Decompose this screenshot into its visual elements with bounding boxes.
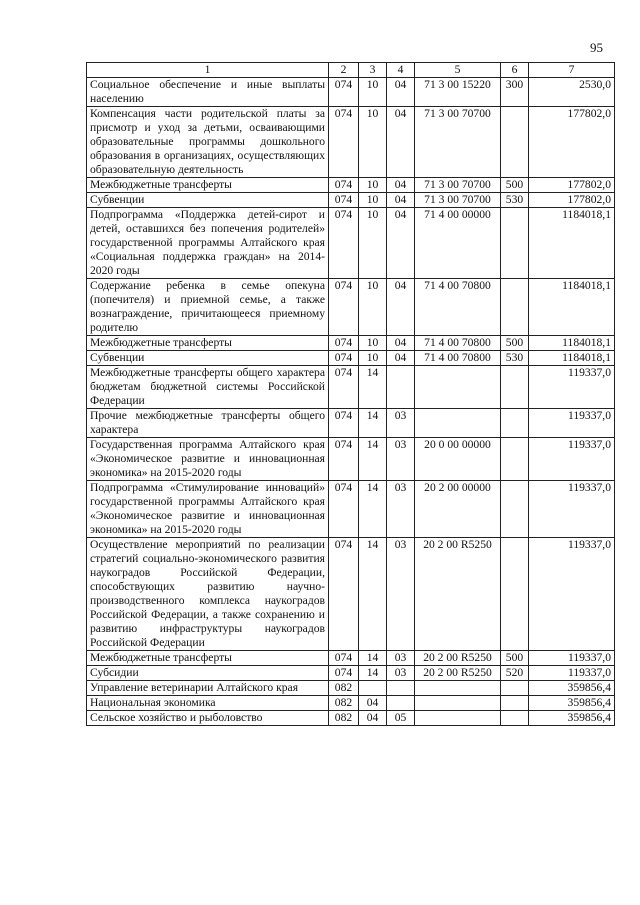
cell-amount: 177802,0: [529, 107, 615, 178]
cell-target-article: 20 2 00 R5250: [415, 651, 501, 666]
cell-ministry-code: 074: [329, 78, 359, 107]
cell-ministry-code: 074: [329, 481, 359, 538]
table-row: [87, 351, 615, 366]
page-number: 95: [590, 40, 603, 55]
cell-name: Осуществление мероприятий по реализации стратегий социально-экономического развития наукоградов Российской Федерации, способствующих развитию научно-производственного комплекса наукоградов Российской Федерации, а также сохранению и развитию инфраструктуры наукоградов Российской Федерации: [87, 538, 329, 651]
cell-name: Субвенции: [87, 193, 329, 208]
cell-ministry-code: 082: [329, 696, 359, 711]
cell-target-article: 71 4 00 70800: [415, 351, 501, 366]
cell-ministry-code: 074: [329, 351, 359, 366]
table-row: [87, 78, 615, 107]
cell-section: 14: [359, 481, 387, 538]
cell-ministry-code: 074: [329, 279, 359, 336]
cell-section: 14: [359, 651, 387, 666]
cell-subsection: 03: [387, 666, 415, 681]
cell-amount: 359856,4: [529, 711, 615, 726]
cell-section: 10: [359, 193, 387, 208]
table-row: [87, 438, 615, 481]
cell-target-article: [415, 409, 501, 438]
cell-name: Субвенции: [87, 351, 329, 366]
cell-target-article: 20 2 00 00000: [415, 481, 501, 538]
cell-target-article: 71 3 00 70700: [415, 178, 501, 193]
cell-expense-type: [501, 409, 529, 438]
cell-subsection: 03: [387, 651, 415, 666]
cell-ministry-code: 074: [329, 336, 359, 351]
cell-amount: 119337,0: [529, 438, 615, 481]
cell-section: 10: [359, 279, 387, 336]
cell-amount: 119337,0: [529, 366, 615, 409]
cell-section: 10: [359, 107, 387, 178]
table-row: [87, 538, 615, 651]
cell-expense-type: [501, 681, 529, 696]
cell-subsection: 03: [387, 438, 415, 481]
cell-expense-type: [501, 481, 529, 538]
cell-subsection: 04: [387, 279, 415, 336]
cell-expense-type: 500: [501, 336, 529, 351]
cell-ministry-code: 074: [329, 438, 359, 481]
cell-ministry-code: 074: [329, 538, 359, 651]
cell-expense-type: [501, 438, 529, 481]
table-row: [87, 696, 615, 711]
cell-amount: 1184018,1: [529, 351, 615, 366]
budget-table: [86, 62, 615, 726]
cell-amount: 177802,0: [529, 193, 615, 208]
header-cell: 5: [415, 63, 501, 78]
cell-name: Межбюджетные трансферты: [87, 651, 329, 666]
header-cell: 7: [529, 63, 615, 78]
cell-section: 14: [359, 538, 387, 651]
cell-name: Управление ветеринарии Алтайского края: [87, 681, 329, 696]
cell-name: Подпрограмма «Стимулирование инноваций» государственной программы Алтайского края «Экономическое развитие и инновационная экономика» на 2015-2020 годы: [87, 481, 329, 538]
cell-amount: 1184018,1: [529, 336, 615, 351]
cell-target-article: [415, 711, 501, 726]
table-row: [87, 651, 615, 666]
cell-ministry-code: 074: [329, 178, 359, 193]
cell-amount: 119337,0: [529, 481, 615, 538]
table-row: [87, 107, 615, 178]
cell-subsection: 04: [387, 193, 415, 208]
cell-target-article: 71 3 00 70700: [415, 107, 501, 178]
cell-target-article: 71 4 00 70800: [415, 279, 501, 336]
cell-subsection: [387, 696, 415, 711]
cell-name: Государственная программа Алтайского края «Экономическое развитие и инновационная экономика» на 2015-2020 годы: [87, 438, 329, 481]
cell-section: 04: [359, 711, 387, 726]
cell-name: Подпрограмма «Поддержка детей-сирот и детей, оставшихся без попечения родителей» государственной программы Алтайского края «Социальная поддержка граждан» на 2014-2020 годы: [87, 208, 329, 279]
header-row: [87, 63, 615, 78]
table-row: [87, 178, 615, 193]
cell-subsection: 05: [387, 711, 415, 726]
cell-expense-type: [501, 107, 529, 178]
cell-target-article: [415, 366, 501, 409]
cell-amount: 1184018,1: [529, 208, 615, 279]
cell-name: Компенсация части родительской платы за присмотр и уход за детьми, осваивающими образовательные программы дошкольного образования в организациях, осуществляющих образовательную деятельность: [87, 107, 329, 178]
cell-section: 10: [359, 351, 387, 366]
cell-name: Межбюджетные трансферты: [87, 178, 329, 193]
cell-subsection: 04: [387, 107, 415, 178]
cell-subsection: [387, 366, 415, 409]
cell-section: 10: [359, 78, 387, 107]
cell-expense-type: [501, 696, 529, 711]
cell-amount: 119337,0: [529, 651, 615, 666]
header-cell: 3: [359, 63, 387, 78]
table-row: [87, 366, 615, 409]
cell-expense-type: [501, 208, 529, 279]
cell-section: 14: [359, 666, 387, 681]
cell-amount: 2530,0: [529, 78, 615, 107]
header-cell: 2: [329, 63, 359, 78]
header-cell: 6: [501, 63, 529, 78]
cell-target-article: [415, 696, 501, 711]
cell-subsection: 04: [387, 208, 415, 279]
cell-ministry-code: 074: [329, 409, 359, 438]
header-cell: 1: [87, 63, 329, 78]
table-row: [87, 193, 615, 208]
cell-name: Национальная экономика: [87, 696, 329, 711]
cell-amount: 177802,0: [529, 178, 615, 193]
header-cell: 4: [387, 63, 415, 78]
cell-amount: 359856,4: [529, 696, 615, 711]
cell-target-article: 20 2 00 R5250: [415, 538, 501, 651]
cell-section: 14: [359, 366, 387, 409]
cell-section: 14: [359, 409, 387, 438]
table-row: [87, 208, 615, 279]
cell-section: 14: [359, 438, 387, 481]
cell-subsection: 04: [387, 78, 415, 107]
cell-section: 10: [359, 178, 387, 193]
cell-amount: 119337,0: [529, 538, 615, 651]
cell-ministry-code: 074: [329, 666, 359, 681]
cell-target-article: 71 3 00 70700: [415, 193, 501, 208]
cell-section: 10: [359, 336, 387, 351]
cell-expense-type: [501, 711, 529, 726]
cell-section: [359, 681, 387, 696]
cell-name: Субсидии: [87, 666, 329, 681]
table-row: [87, 711, 615, 726]
cell-name: Содержание ребенка в семье опекуна (попечителя) и приемной семье, а также вознаграждение, причитающееся приемному родителю: [87, 279, 329, 336]
cell-subsection: 04: [387, 178, 415, 193]
cell-name: Межбюджетные трансферты общего характера бюджетам бюджетной системы Российской Федерации: [87, 366, 329, 409]
cell-name: Прочие межбюджетные трансферты общего характера: [87, 409, 329, 438]
cell-ministry-code: 074: [329, 193, 359, 208]
cell-expense-type: 500: [501, 651, 529, 666]
cell-expense-type: [501, 279, 529, 336]
table-row: [87, 666, 615, 681]
cell-subsection: 03: [387, 538, 415, 651]
table-row: [87, 681, 615, 696]
cell-expense-type: [501, 538, 529, 651]
cell-expense-type: 500: [501, 178, 529, 193]
table-row: [87, 279, 615, 336]
cell-ministry-code: 082: [329, 681, 359, 696]
cell-target-article: 71 3 00 15220: [415, 78, 501, 107]
cell-ministry-code: 074: [329, 107, 359, 178]
cell-ministry-code: 082: [329, 711, 359, 726]
cell-target-article: [415, 681, 501, 696]
cell-amount: 359856,4: [529, 681, 615, 696]
cell-subsection: 03: [387, 409, 415, 438]
cell-section: 04: [359, 696, 387, 711]
cell-subsection: 04: [387, 351, 415, 366]
cell-name: Социальное обеспечение и иные выплаты населению: [87, 78, 329, 107]
cell-target-article: 71 4 00 70800: [415, 336, 501, 351]
cell-subsection: [387, 681, 415, 696]
cell-name: Межбюджетные трансферты: [87, 336, 329, 351]
cell-ministry-code: 074: [329, 366, 359, 409]
cell-amount: 119337,0: [529, 666, 615, 681]
table-row: [87, 481, 615, 538]
cell-expense-type: [501, 366, 529, 409]
cell-name: Сельское хозяйство и рыболовство: [87, 711, 329, 726]
table-row: [87, 409, 615, 438]
cell-expense-type: 530: [501, 351, 529, 366]
cell-subsection: 04: [387, 336, 415, 351]
cell-section: 10: [359, 208, 387, 279]
cell-amount: 1184018,1: [529, 279, 615, 336]
table-row: [87, 336, 615, 351]
cell-target-article: 71 4 00 00000: [415, 208, 501, 279]
cell-amount: 119337,0: [529, 409, 615, 438]
cell-ministry-code: 074: [329, 651, 359, 666]
cell-subsection: 03: [387, 481, 415, 538]
cell-expense-type: 530: [501, 193, 529, 208]
cell-ministry-code: 074: [329, 208, 359, 279]
cell-expense-type: 520: [501, 666, 529, 681]
cell-expense-type: 300: [501, 78, 529, 107]
cell-target-article: 20 2 00 R5250: [415, 666, 501, 681]
cell-target-article: 20 0 00 00000: [415, 438, 501, 481]
